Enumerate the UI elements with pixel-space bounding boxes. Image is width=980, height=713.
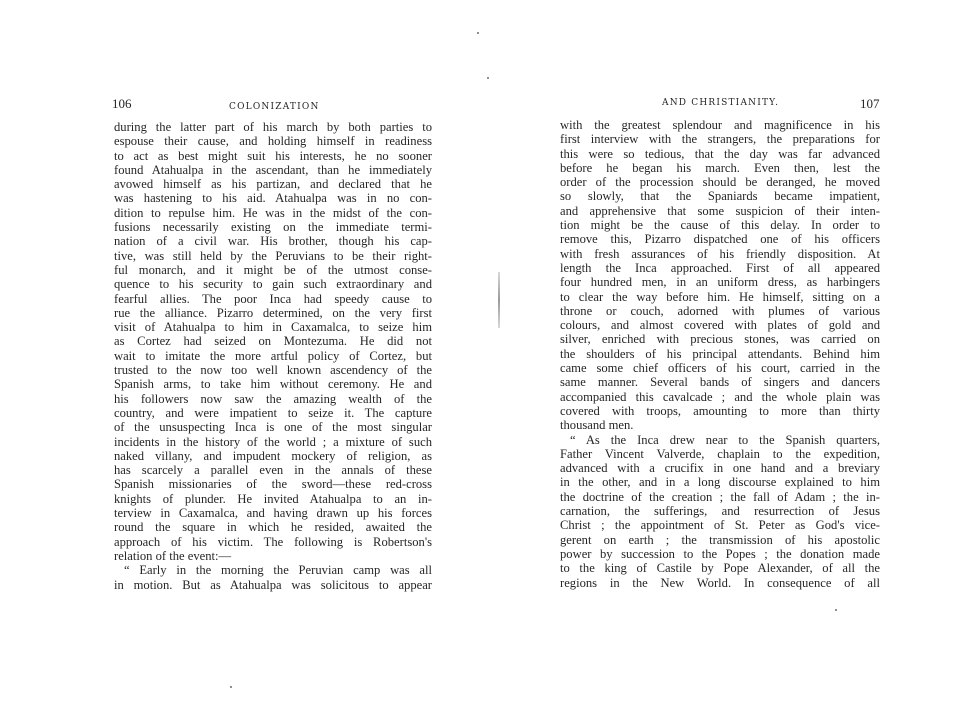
text-line: nation of a civil war. His brother, though his cap- xyxy=(114,234,432,249)
text-line: naked villany, and impudent mockery of religion, as xyxy=(114,448,432,463)
book-gutter-shadow xyxy=(498,272,500,328)
text-line: dition to repulse him. He was in the midst of the con- xyxy=(114,205,432,220)
left-page-body xyxy=(114,120,432,592)
text-line: order of the procession should be deranged, he moved xyxy=(560,175,880,190)
scan-speck xyxy=(835,609,837,611)
right-running-head: AND CHRISTIANITY. xyxy=(662,98,780,108)
text-line: incidents in the history of the world ; a mixture of such xyxy=(114,434,432,449)
text-line: round the square in which he resided, awaited the xyxy=(114,520,432,535)
text-line: Spanish arms, to take him without ceremony. He and xyxy=(114,377,432,392)
text-line: has scarcely a parallel even in the annals of these xyxy=(114,463,432,478)
text-line: carnation, the sufferings, and resurrection of Jesus xyxy=(560,504,880,519)
text-line: his followers now saw the amazing wealth of the xyxy=(114,391,432,406)
text-line: espouse their cause, and holding himself in readiness xyxy=(114,134,432,149)
text-line: as Cortez had seized on Montezuma. He did not xyxy=(114,334,432,349)
right-page-number: 107 xyxy=(860,96,880,111)
text-line: same manner. Several bands of singers and dancers xyxy=(560,375,880,390)
text-line: tive, was still held by the Peruvians to be their right- xyxy=(114,248,432,263)
text-line: fusions necessarily existing on the immediate termi- xyxy=(114,220,432,235)
text-line: knights of plunder. He invited Atahualpa to an in- xyxy=(114,491,432,506)
text-line: to the king of Castile by Pope Alexander, of all the xyxy=(560,561,880,576)
text-line: accompanied this cavalcade ; and the whole plain was xyxy=(560,389,880,404)
scan-speck xyxy=(487,77,489,79)
text-line: throne or couch, adorned with plumes of various xyxy=(560,303,880,318)
text-line: the doctrine of the creation ; the fall of Adam ; the in- xyxy=(560,489,880,504)
text-line: in motion. But as Atahualpa was solicitous to appear xyxy=(114,577,432,592)
text-line: advanced with a crucifix in one hand and a breviary xyxy=(560,461,880,476)
right-page-body xyxy=(560,118,880,590)
text-line: this were so tedious, that the day was far advanced xyxy=(560,146,880,161)
text-line: tion might be the cause of this delay. In order to xyxy=(560,218,880,233)
text-line: remove this, Pizarro dispatched one of his officers xyxy=(560,232,880,247)
text-line: quence to his security to gain such extraordinary and xyxy=(114,277,432,292)
text-line: of the unsuspecting Inca is one of the most singular xyxy=(114,420,432,435)
text-line: relation of the event:— xyxy=(114,548,232,563)
text-line: gerent on earth ; the transmission of his apostolic xyxy=(560,532,880,547)
text-line: avowed himself as his partizan, and declared that he xyxy=(114,177,432,192)
text-line: found Atahualpa in the ascendant, than he immediately xyxy=(114,162,432,177)
text-line: to act as best might suit his interests, he no sooner xyxy=(114,148,432,163)
text-line: in the other, and in a long discourse explained to him xyxy=(560,475,880,490)
text-line: country, and were impatient to seize it. The capture xyxy=(114,405,432,420)
text-line: during the latter part of his march by both parties to xyxy=(114,120,432,134)
left-page-number: 106 xyxy=(112,96,132,111)
text-line: was hastening to his aid. Atahualpa was in no con- xyxy=(114,191,432,206)
text-line: “ Early in the morning the Peruvian camp was all xyxy=(124,563,432,578)
text-line: ful monarch, and it might be of the utmost conse- xyxy=(114,262,432,277)
text-line: wait to imitate the more artful policy of Cortez, but xyxy=(114,348,432,363)
text-line: the shoulders of his principal attendants. Behind him xyxy=(560,346,880,361)
text-line: visit of Atahualpa to him in Caxamalca, to seize him xyxy=(114,320,432,335)
scan-speck xyxy=(477,32,479,34)
text-line: with the greatest splendour and magnificence in his xyxy=(560,118,880,132)
text-line: with fresh assurances of his friendly disposition. At xyxy=(560,246,880,261)
text-line: regions in the New World. In consequence of all xyxy=(560,575,880,590)
text-line: Christ ; the appointment of St. Peter as God's vice- xyxy=(560,518,880,533)
left-running-head: COLONIZATION xyxy=(229,102,320,112)
text-line: Spanish missionaries of the sword—these red-cross xyxy=(114,477,432,492)
text-line: silver, enriched with precious stones, was carried on xyxy=(560,332,880,347)
text-line: four hundred men, in an uniform dress, as harbingers xyxy=(560,275,880,290)
text-line: first interview with the strangers, the preparations for xyxy=(560,132,880,147)
text-line: trusted to the now too well known ascendency of the xyxy=(114,363,432,378)
text-line: power by succession to the Popes ; the donation made xyxy=(560,546,880,561)
text-line: terview in Caxamalca, and having drawn up his forces xyxy=(114,506,432,521)
scan-speck xyxy=(230,686,232,688)
text-line: colours, and almost covered with plates of gold and xyxy=(560,318,880,333)
text-line: covered with troops, amounting to more than thirty xyxy=(560,403,880,418)
text-line: fearful allies. The poor Inca had speedy cause to xyxy=(114,291,432,306)
text-line: and apprehensive that some suspicion of their inten- xyxy=(560,203,880,218)
text-line: rue the alliance. Pizarro determined, on the very first xyxy=(114,305,432,320)
text-line: “ As the Inca drew near to the Spanish quarters, xyxy=(570,432,880,447)
text-line: so slowly, that the Spaniards became impatient, xyxy=(560,189,880,204)
text-line: came some chief officers of his court, carried in the xyxy=(560,361,880,376)
right-page xyxy=(490,0,980,713)
text-line: length the Inca approached. First of all appeared xyxy=(560,260,880,275)
text-line: to clear the way before him. He himself, sitting on a xyxy=(560,289,880,304)
text-line: before he began his march. Even then, lest the xyxy=(560,160,880,175)
text-line: thousand men. xyxy=(560,418,634,433)
text-line: Father Vincent Valverde, chaplain to the expedition, xyxy=(560,446,880,461)
text-line: approach of his victim. The following is Robertson's xyxy=(114,534,432,549)
